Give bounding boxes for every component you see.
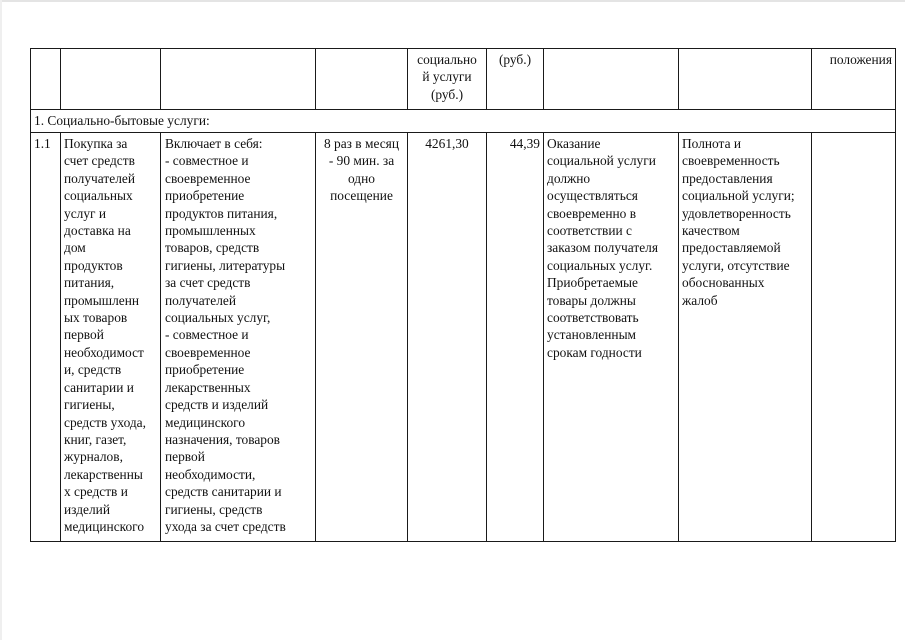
service-volume: 8 раз в месяц - 90 мин. за одно посещение — [316, 133, 408, 542]
header-cell-notes: положения — [812, 49, 896, 110]
section-row — [31, 110, 896, 133]
section-title: 1. Социально-бытовые услуги: — [31, 110, 896, 133]
service-tariff: 4261,30 — [408, 133, 487, 542]
service-price: 44,39 — [487, 133, 544, 542]
service-conditions: Оказание социальной услуги должно осуществляться своевременно в соответствии с заказом получателя социальных услуг. Приобретаемые товары должны соответствовать установленным срокам годности — [544, 133, 679, 542]
social-services-table — [30, 48, 896, 542]
service-row — [31, 133, 896, 542]
header-cell-quality — [679, 49, 812, 110]
scan-edge-top — [0, 0, 905, 2]
header-cell-volume — [316, 49, 408, 110]
header-cell-tariff: социально й услуги (руб.) — [408, 49, 487, 110]
header-cell-conditions — [544, 49, 679, 110]
header-cell-description — [161, 49, 316, 110]
service-notes — [812, 133, 896, 542]
service-description: Включает в себя: - совместное и своевременное приобретение продуктов питания, промышленных товаров, средств гигиены, литературы за счет средств получателей социальных услуг, - совместное и своевременное приобретение лекарственных средств и изделий медицинского назначения, товаров первой необходимости, средств санитарии и гигиены, средств ухода за счет средств — [161, 133, 316, 542]
header-row — [31, 49, 896, 110]
service-quality: Полнота и своевременность предоставления социальной услуги; удовлетворенность качеством предоставляемой услуги, отсутствие обоснованных жалоб — [679, 133, 812, 542]
header-cell-name — [61, 49, 161, 110]
header-cell-price: (руб.) — [487, 49, 544, 110]
header-cell-number — [31, 49, 61, 110]
service-name: Покупка за счет средств получателей социальных услуг и доставка на дом продуктов питания, промышленн ых товаров первой необходимост и, средств санитарии и гигиены, средств ухода, книг, газет, журналов, лекарственны х средств и изделий медицинского — [61, 133, 161, 542]
scan-edge-left — [0, 0, 2, 640]
service-number: 1.1 — [31, 133, 61, 542]
